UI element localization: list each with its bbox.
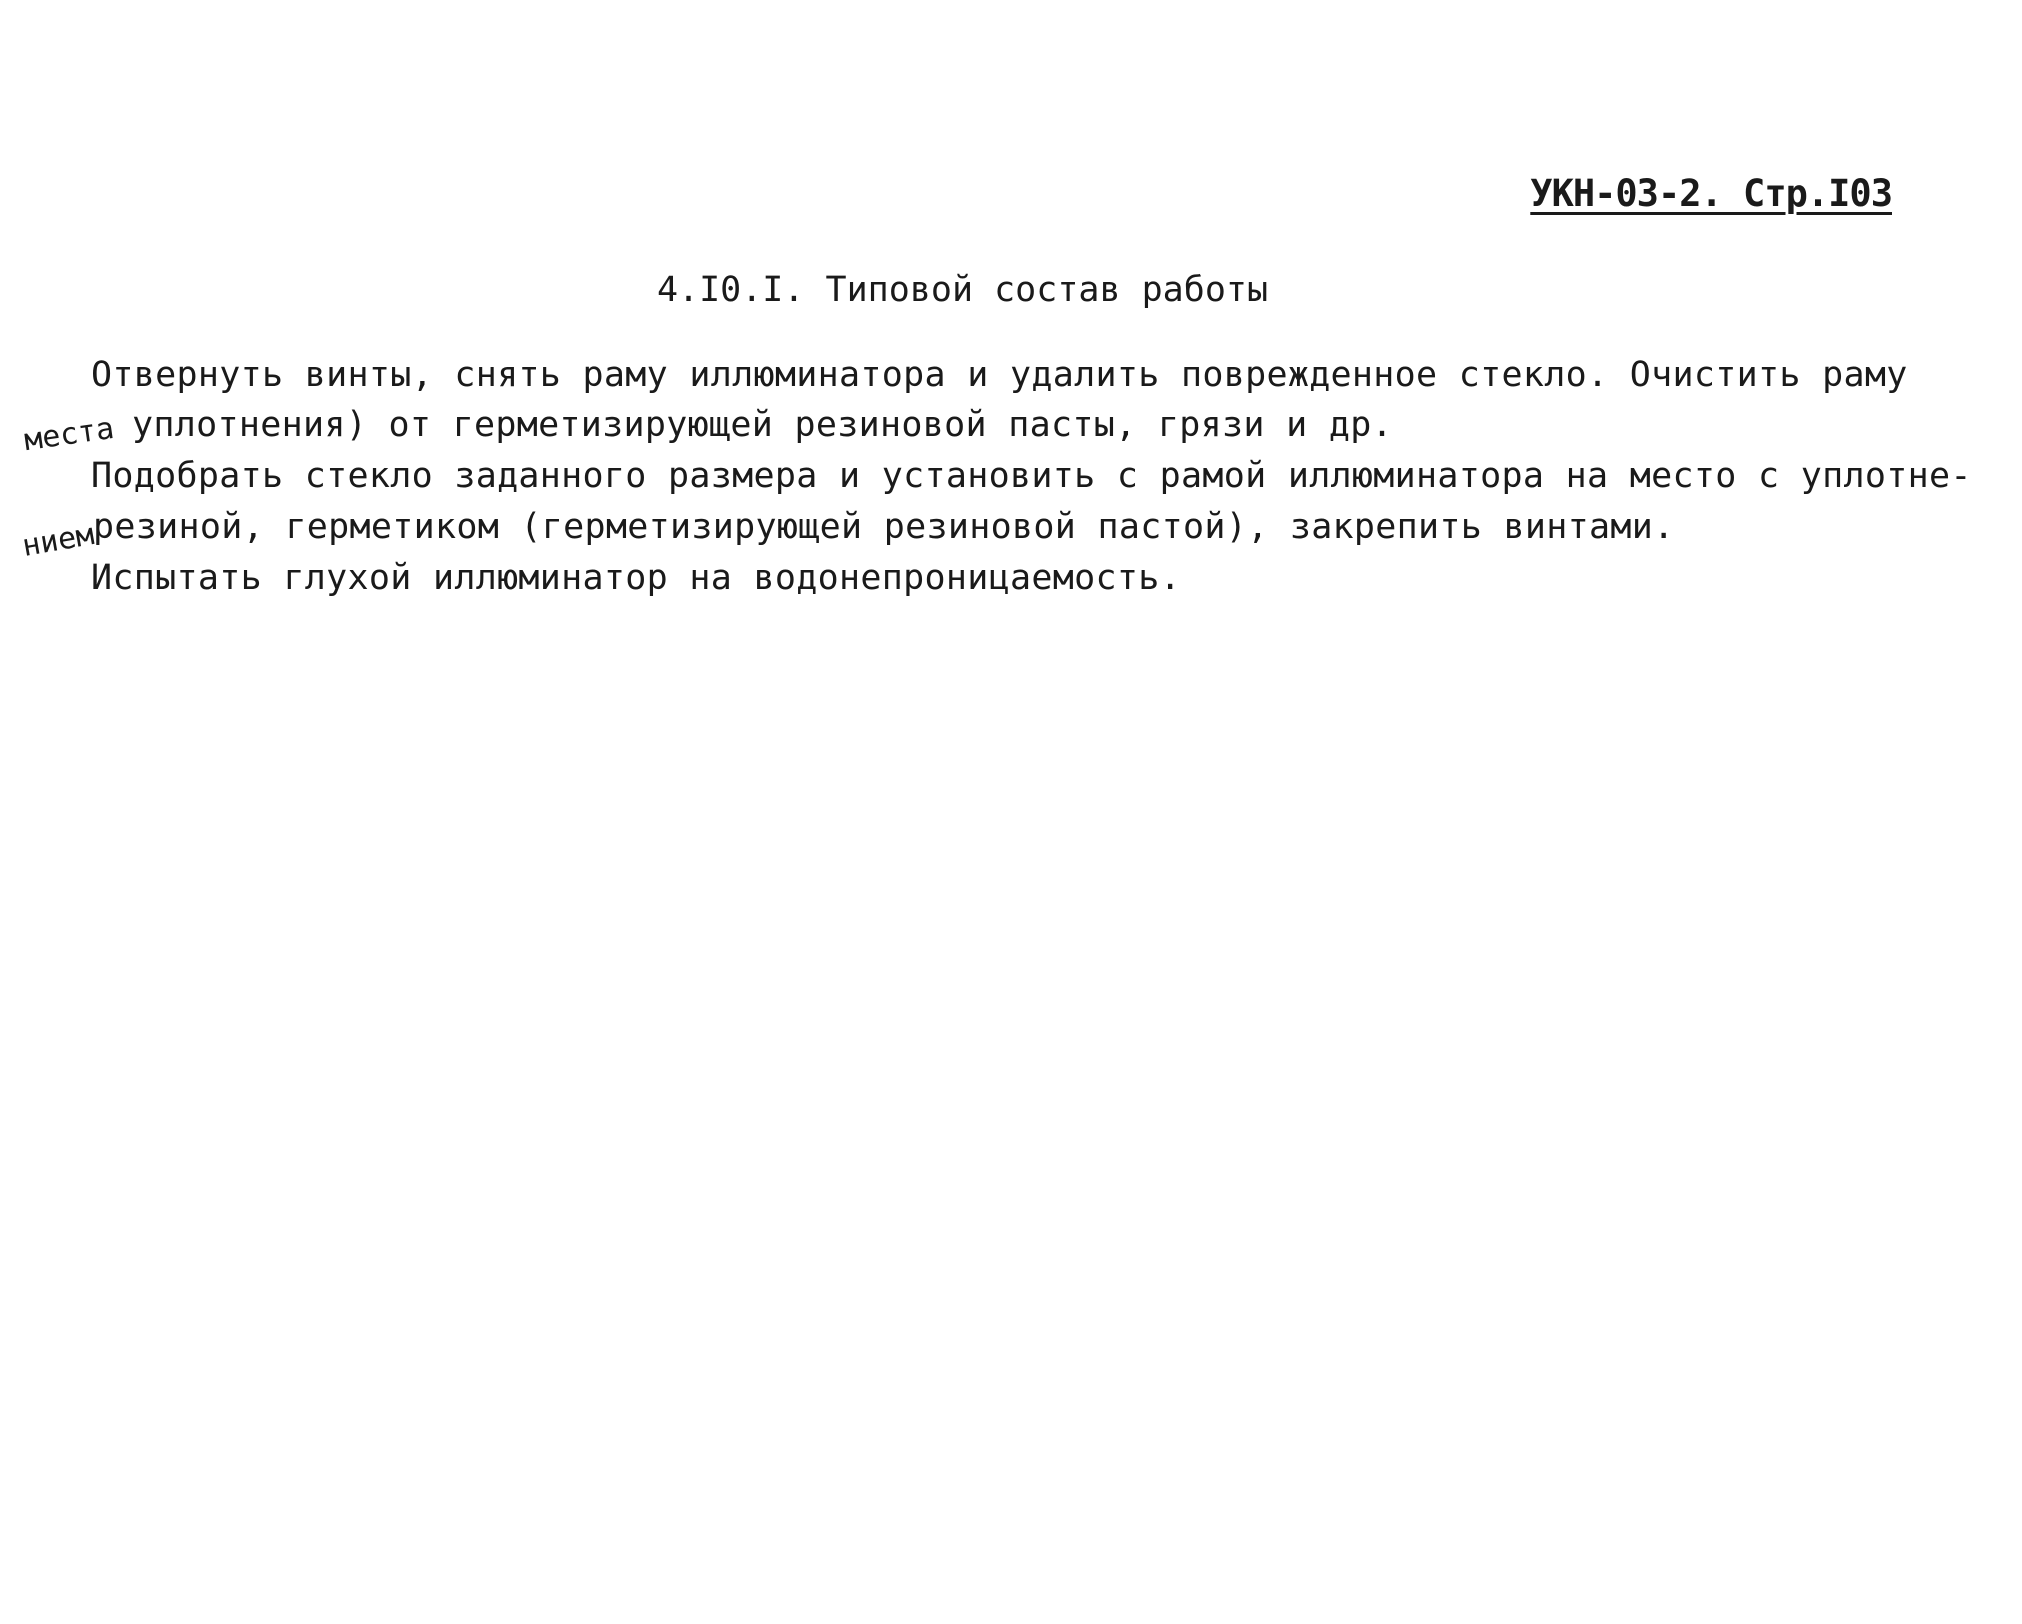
body-line-5: Испытать глухой иллюминатор на водонепроницаемость. (91, 558, 1181, 598)
body-line-3: Подобрать стекло заданного размера и установить с рамой иллюминатора на место с уплотне- (91, 456, 1972, 496)
margin-note-2: нием (19, 516, 97, 565)
section-heading: 4.I0.I. Типовой состав работы (656, 270, 1269, 310)
margin-note-1: места (22, 410, 117, 459)
page-reference: УКН-03-2. Стр.I03 (1530, 172, 1892, 215)
body-line-4: резиной, герметиком (герметизирующей резиновой пастой), закрепить винтами. (93, 507, 1675, 547)
body-line-1: Отвернуть винты, снять раму иллюминатора и удалить поврежденное стекло. Очистить раму (91, 355, 1908, 395)
body-line-2: уплотнения) от герметизирующей резиновой пасты, грязи и др. (132, 405, 1393, 445)
